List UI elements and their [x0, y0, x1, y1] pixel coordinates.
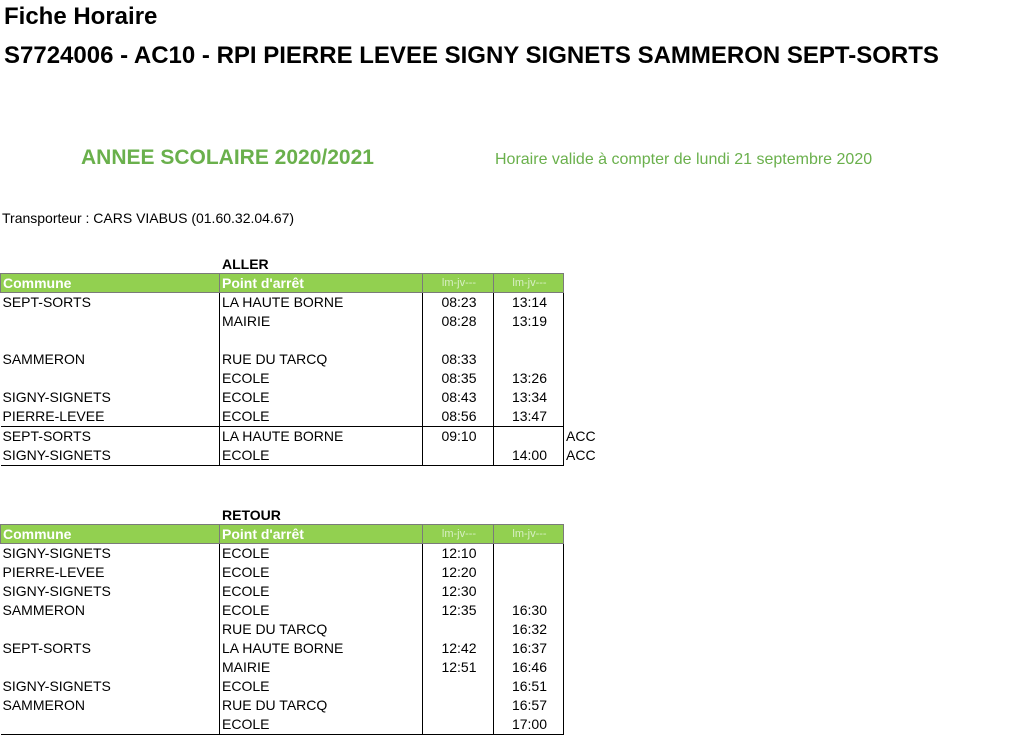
table-row — [1, 658, 624, 677]
commune-cell: PIERRE-LEVEE — [1, 563, 220, 582]
time2-header: lm-jv--- — [494, 274, 564, 293]
commune-cell — [1, 715, 220, 735]
retour-rows — [1, 544, 624, 735]
table-row — [1, 601, 624, 620]
note-cell — [564, 544, 624, 564]
arret-header: Point d'arrêt — [220, 274, 423, 293]
table-row — [1, 563, 624, 582]
table-row — [1, 677, 624, 696]
time2-cell: 13:47 — [494, 407, 564, 427]
commune-cell: SEPT-SORTS — [1, 427, 220, 447]
time1-cell: 12:51 — [423, 658, 494, 677]
table-row — [1, 369, 624, 388]
note-cell — [564, 407, 624, 427]
stop-cell: ECOLE — [220, 677, 423, 696]
commune-header: Commune — [1, 525, 220, 544]
carrier-info: Transporteur : CARS VIABUS (01.60.32.04.67) — [2, 210, 295, 226]
note-cell — [564, 582, 624, 601]
table-row — [1, 696, 624, 715]
time1-cell — [423, 331, 494, 350]
table-row — [1, 639, 624, 658]
time1-cell: 08:43 — [423, 388, 494, 407]
commune-cell — [1, 620, 220, 639]
stop-cell: RUE DU TARCQ — [220, 350, 423, 369]
time1-header: lm-jv--- — [423, 525, 494, 544]
time2-cell: 14:00 — [494, 446, 564, 466]
note-cell — [564, 563, 624, 582]
table-row — [1, 293, 624, 313]
commune-cell: SAMMERON — [1, 601, 220, 620]
time1-cell — [423, 446, 494, 466]
table-row — [1, 388, 624, 407]
retour-label: RETOUR — [222, 507, 281, 523]
note-cell — [564, 350, 624, 369]
time2-cell — [494, 563, 564, 582]
stop-cell: ECOLE — [220, 369, 423, 388]
time2-cell: 13:19 — [494, 312, 564, 331]
table-row — [1, 331, 624, 350]
table-row — [1, 427, 624, 447]
time1-cell: 09:10 — [423, 427, 494, 447]
time2-cell: 17:00 — [494, 715, 564, 735]
retour-header-row — [1, 525, 624, 544]
table-row — [1, 582, 624, 601]
time2-cell: 16:30 — [494, 601, 564, 620]
time2-cell — [494, 544, 564, 564]
commune-cell: SIGNY-SIGNETS — [1, 677, 220, 696]
time2-cell: 16:57 — [494, 696, 564, 715]
note-cell: ACC — [566, 447, 596, 464]
stop-cell: MAIRIE — [220, 658, 423, 677]
commune-cell: PIERRE-LEVEE — [1, 407, 220, 427]
time1-cell: 12:30 — [423, 582, 494, 601]
aller-header-row — [1, 274, 624, 293]
time2-cell: 16:37 — [494, 639, 564, 658]
commune-cell: SIGNY-SIGNETS — [1, 544, 220, 564]
note-cell — [564, 715, 624, 735]
time2-cell: 16:32 — [494, 620, 564, 639]
note-cell — [564, 658, 624, 677]
note-cell — [564, 620, 624, 639]
line-title: S7724006 - AC10 - RPI PIERRE LEVEE SIGNY SIGNETS SAMMERON SEPT-SORTS — [4, 42, 939, 69]
stop-cell: MAIRIE — [220, 312, 423, 331]
time1-cell — [423, 696, 494, 715]
table-row — [1, 620, 624, 639]
stop-cell — [220, 331, 423, 350]
time1-cell — [423, 677, 494, 696]
note-cell — [564, 601, 624, 620]
time2-cell: 13:34 — [494, 388, 564, 407]
page-title: Fiche Horaire — [4, 3, 158, 30]
time1-cell: 12:20 — [423, 563, 494, 582]
time1-cell — [423, 620, 494, 639]
aller-label: ALLER — [222, 256, 269, 272]
stop-cell: ECOLE — [220, 407, 423, 427]
time2-header: lm-jv--- — [494, 525, 564, 544]
table-row — [1, 350, 624, 369]
note-cell: ACC — [566, 427, 596, 444]
commune-cell: SIGNY-SIGNETS — [1, 388, 220, 407]
stop-cell: ECOLE — [220, 446, 423, 466]
stop-cell: LA HAUTE BORNE — [220, 427, 423, 447]
note-cell — [564, 388, 624, 407]
time2-cell — [494, 331, 564, 350]
note-cell — [564, 293, 624, 313]
time1-cell: 12:35 — [423, 601, 494, 620]
time2-cell — [494, 582, 564, 601]
table-row — [1, 446, 624, 466]
time2-cell — [494, 427, 564, 447]
validity-text: Horaire valide à compter de lundi 21 septembre 2020 — [495, 151, 873, 168]
note-cell — [564, 369, 624, 388]
arret-header: Point d'arrêt — [220, 525, 423, 544]
time2-cell: 13:26 — [494, 369, 564, 388]
stop-cell: LA HAUTE BORNE — [220, 639, 423, 658]
stop-cell: RUE DU TARCQ — [220, 620, 423, 639]
commune-cell — [1, 658, 220, 677]
stop-cell: ECOLE — [220, 582, 423, 601]
note-cell — [564, 696, 624, 715]
time2-cell — [494, 350, 564, 369]
time1-cell: 08:23 — [423, 293, 494, 313]
commune-cell: SEPT-SORTS — [1, 639, 220, 658]
table-row — [1, 544, 624, 564]
note-header — [564, 525, 624, 544]
commune-cell: SEPT-SORTS — [1, 293, 220, 313]
time2-cell: 16:46 — [494, 658, 564, 677]
time1-cell: 08:56 — [423, 407, 494, 427]
commune-cell — [1, 331, 220, 350]
stop-cell: ECOLE — [220, 715, 423, 735]
stop-cell: ECOLE — [220, 563, 423, 582]
commune-cell — [1, 312, 220, 331]
time1-cell: 12:10 — [423, 544, 494, 564]
stop-cell: LA HAUTE BORNE — [220, 293, 423, 313]
time1-cell: 12:42 — [423, 639, 494, 658]
time1-cell: 08:33 — [423, 350, 494, 369]
note-cell — [564, 331, 624, 350]
table-row — [1, 312, 624, 331]
commune-cell: SAMMERON — [1, 350, 220, 369]
commune-cell: SIGNY-SIGNETS — [1, 446, 220, 466]
stop-cell: RUE DU TARCQ — [220, 696, 423, 715]
stop-cell: ECOLE — [220, 601, 423, 620]
note-header — [564, 274, 624, 293]
note-cell — [564, 639, 624, 658]
time2-cell: 13:14 — [494, 293, 564, 313]
time1-cell — [423, 715, 494, 735]
time2-cell: 16:51 — [494, 677, 564, 696]
table-row — [1, 715, 624, 735]
time1-cell: 08:28 — [423, 312, 494, 331]
retour-table — [0, 524, 624, 735]
commune-header: Commune — [1, 274, 220, 293]
commune-cell — [1, 369, 220, 388]
time1-cell: 08:35 — [423, 369, 494, 388]
stop-cell: ECOLE — [220, 388, 423, 407]
commune-cell: SAMMERON — [1, 696, 220, 715]
note-cell — [564, 677, 624, 696]
note-cell — [564, 312, 624, 331]
aller-table — [0, 273, 624, 466]
commune-cell: SIGNY-SIGNETS — [1, 582, 220, 601]
time1-header: lm-jv--- — [423, 274, 494, 293]
school-year-heading: ANNEE SCOLAIRE 2020/2021 — [81, 146, 374, 169]
aller-rows — [1, 293, 624, 466]
stop-cell: ECOLE — [220, 544, 423, 564]
table-row — [1, 407, 624, 427]
